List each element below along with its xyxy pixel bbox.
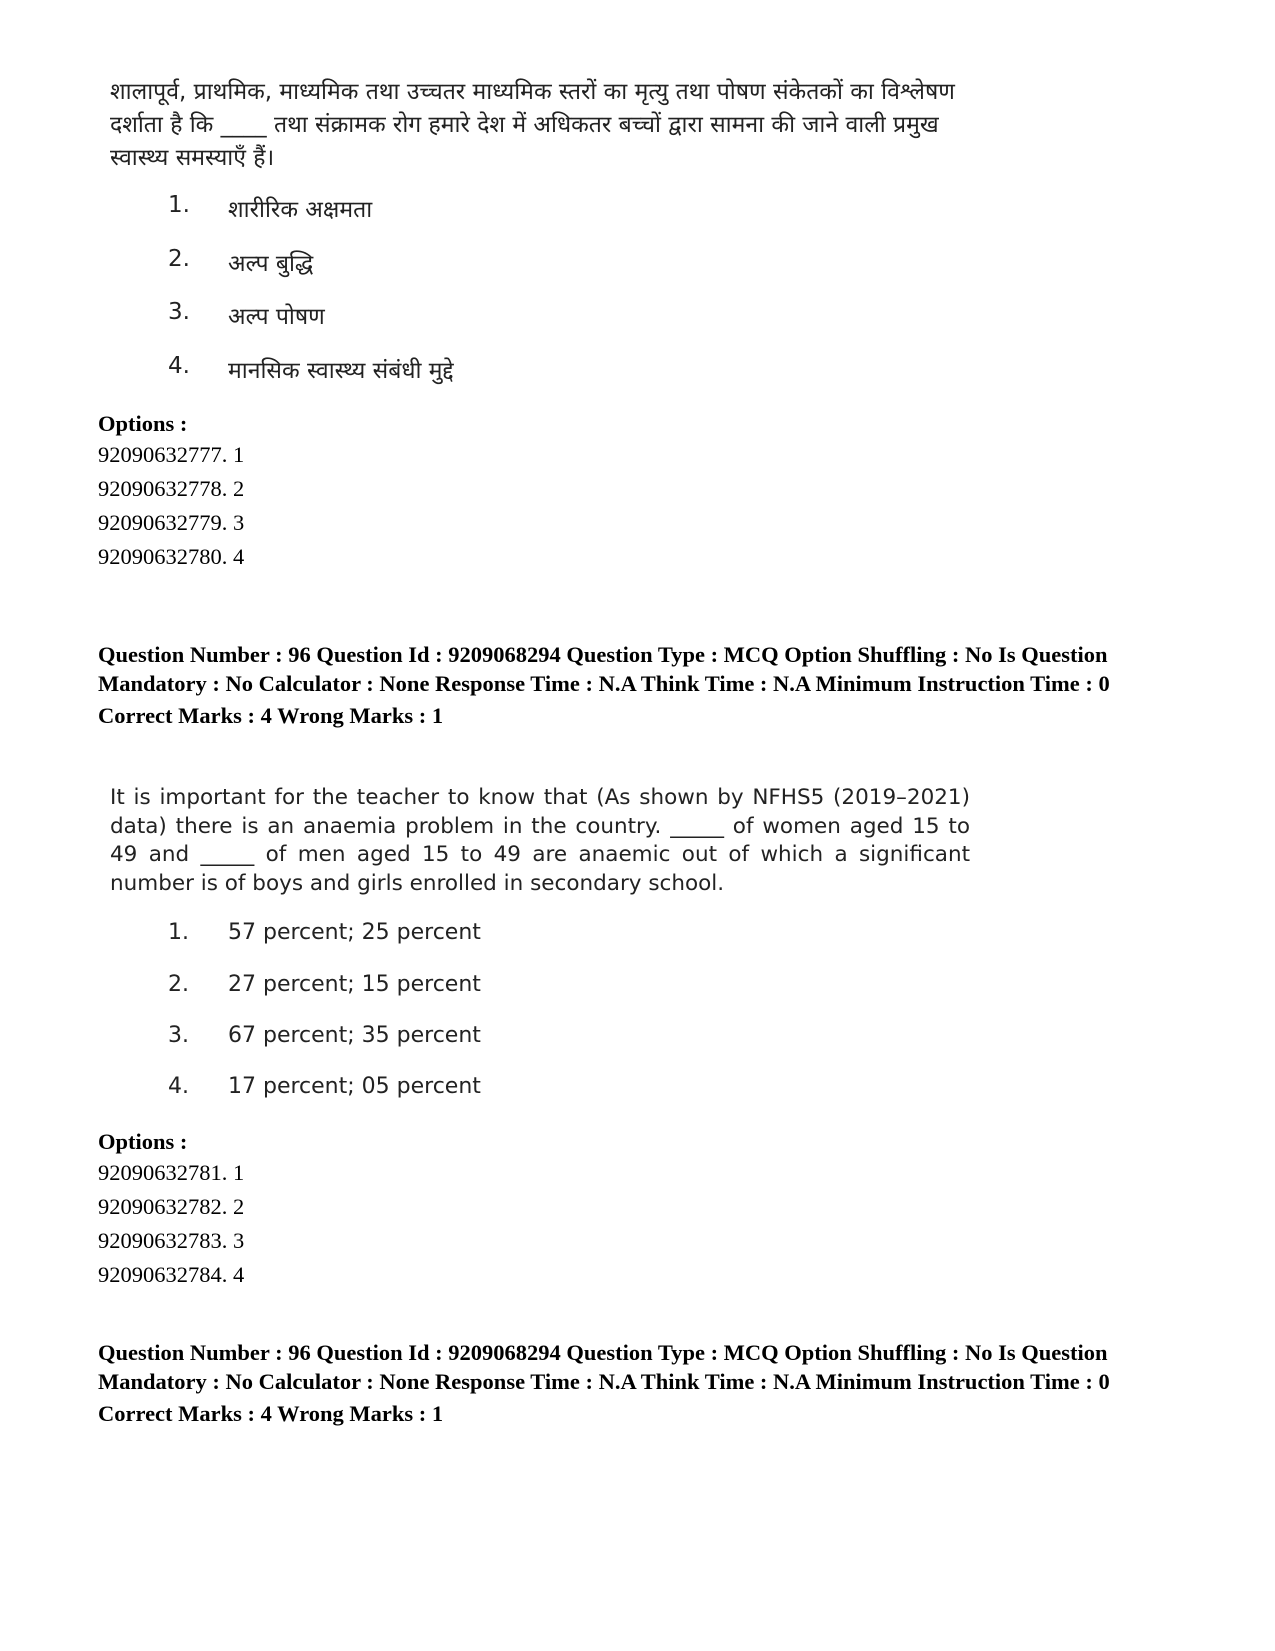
choice-item (168, 1074, 481, 1099)
choice-item (168, 1023, 481, 1048)
choice-item (168, 192, 372, 224)
marks-line: Correct Marks : 4 Wrong Marks : 1 (98, 703, 444, 728)
question-meta (98, 1338, 1178, 1428)
choice-number: 2. (168, 972, 189, 997)
choice-item (168, 353, 454, 385)
choice-number: 2. (168, 246, 190, 272)
choice-number: 1. (168, 192, 190, 218)
option-line: 92090632779. 3 (98, 510, 245, 535)
question-image-hindi (0, 60, 1275, 400)
option-line: 92090632780. 4 (98, 544, 245, 569)
options-label: Options : (98, 411, 188, 436)
choice-number: 1. (168, 920, 189, 945)
choice-item (168, 972, 481, 997)
choice-number: 3. (168, 1023, 189, 1048)
choice-text: 17 percent; 05 percent (228, 1074, 481, 1099)
question-meta-text: Question Number : 96 Question Id : 9209068294 Question Type : MCQ Option Shuffling : No Is Question Mandatory : No Calculator : None Response Time : N.A Think Time : N.A Minimum Instruction Time : 0 (98, 642, 1110, 696)
option-line: 92090632777. 1 (98, 442, 245, 467)
choice-text: 57 percent; 25 percent (228, 920, 481, 945)
question-meta (98, 640, 1178, 730)
options-block (98, 1128, 244, 1292)
choice-text: मानसिक स्वास्थ्य संबंधी मुद्दे (228, 358, 454, 384)
choice-text: अल्प बुद्धि (228, 251, 314, 277)
option-line: 92090632783. 3 (98, 1228, 245, 1253)
option-line: 92090632784. 4 (98, 1262, 245, 1287)
question-meta-text: Question Number : 96 Question Id : 9209068294 Question Type : MCQ Option Shuffling : No Is Question Mandatory : No Calculator : None Response Time : N.A Think Time : N.A Minimum Instruction Time : 0 (98, 1340, 1110, 1394)
choice-number: 4. (168, 1074, 189, 1099)
options-block (98, 410, 244, 574)
choice-text: अल्प पोषण (228, 304, 325, 330)
option-line: 92090632778. 2 (98, 476, 245, 501)
choice-text: शारीरिक अक्षमता (228, 197, 373, 223)
marks-line: Correct Marks : 4 Wrong Marks : 1 (98, 1401, 444, 1426)
choice-number: 4. (168, 353, 190, 379)
question-image-english (0, 784, 1275, 1114)
choice-text: 67 percent; 35 percent (228, 1023, 481, 1048)
options-label: Options : (98, 1129, 188, 1154)
choice-item (168, 920, 481, 945)
option-line: 92090632782. 2 (98, 1194, 245, 1219)
option-line: 92090632781. 1 (98, 1160, 245, 1185)
question-text-hindi: शालापूर्व, प्राथमिक, माध्यमिक तथा उच्चतर माध्यमिक स्तरों का मृत्यु तथा पोषण संकेतकों का विश्लेषण दर्शाता है कि ____ तथा संक्रामक रोग हमारे देश में अधिकतर बच्चों द्वारा सामना की जाने वाली प्रमुख स्वास्थ्य समस्याएँ हैं। (110, 79, 955, 171)
choice-text: 27 percent; 15 percent (228, 972, 481, 997)
choice-number: 3. (168, 299, 190, 325)
choice-item (168, 299, 325, 331)
choice-item (168, 246, 313, 278)
question-text-english: It is important for the teacher to know that (As shown by NFHS5 (2019–2021) data) there is an anaemia problem in the country. _____ of women aged 15 to 49 and _____ of men aged 15 to 49 are anaemic out of which a significant number is of boys and girls enrolled in secondary school. (110, 785, 970, 896)
